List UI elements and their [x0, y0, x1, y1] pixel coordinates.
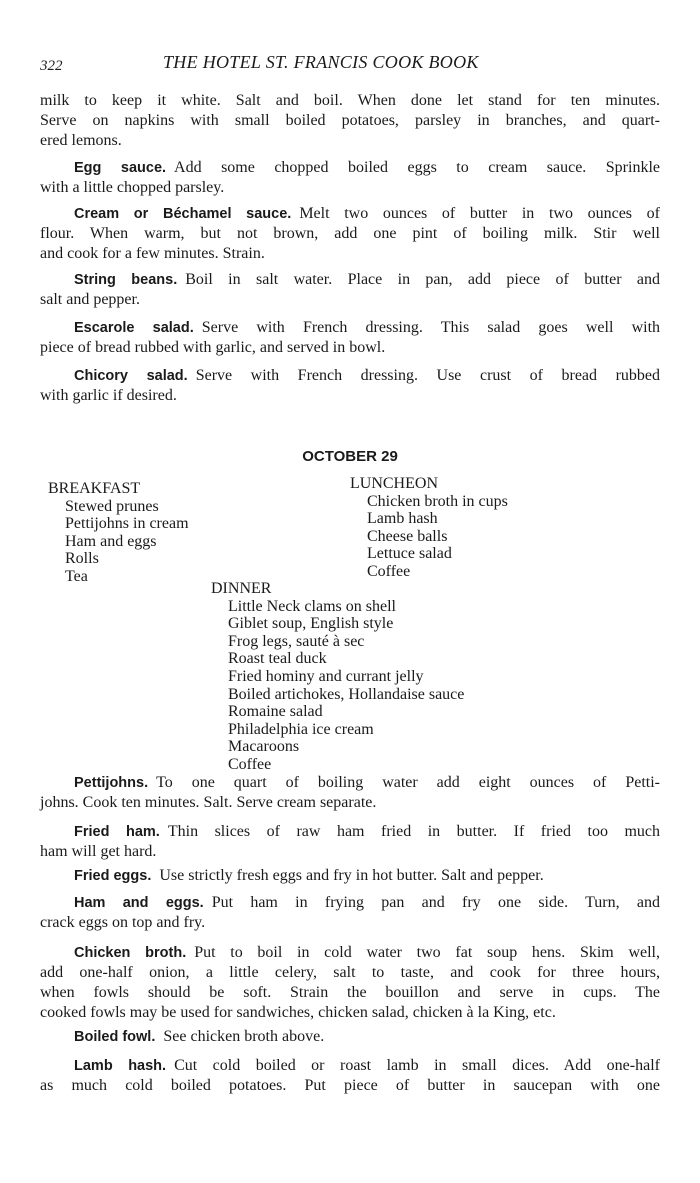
- menu-item: Cheese balls: [367, 527, 448, 545]
- menu-item: Stewed prunes: [65, 497, 159, 515]
- recipe-heading: Fried eggs.: [74, 868, 152, 884]
- text-line: Serve with French dressing. This salad goes well with: [201, 319, 661, 336]
- text-line: milk to keep it white. Salt and boil. When done let stand for ten minutes.: [40, 92, 660, 109]
- recipe-heading: Chicory salad.: [74, 368, 188, 384]
- text-line: Add some chopped boiled eggs to cream sauce. Sprinkle: [174, 159, 661, 176]
- text-line: piece of bread rubbed with garlic, and served in bowl.: [40, 339, 386, 356]
- text-line: Put to boil in cold water two fat soup hens. Skim well,: [194, 944, 660, 961]
- menu-item: Coffee: [228, 755, 272, 773]
- menu-item: Rolls: [65, 550, 99, 568]
- text-line: cooked fowls may be used for sandwiches, chicken salad, chicken à la King, etc.: [40, 1004, 556, 1021]
- recipe-heading: Egg sauce.: [74, 160, 167, 176]
- menu-title: BREAKFAST: [48, 480, 141, 497]
- text-line: johns. Cook ten minutes. Salt. Serve cream separate.: [40, 794, 377, 811]
- recipe-heading: String beans.: [74, 272, 178, 288]
- text-line: with garlic if desired.: [40, 387, 177, 404]
- menu-item: Boiled artichokes, Hollandaise sauce: [228, 685, 465, 703]
- menu-dinner: [211, 580, 464, 774]
- text-line: To one quart of boiling water add eight ounces of Petti-: [156, 774, 660, 791]
- menu-item: Philadelphia ice cream: [228, 720, 374, 738]
- menu-item: Chicken broth in cups: [367, 492, 508, 510]
- recipe-heading: Fried ham.: [74, 824, 160, 840]
- text-line: Serve on napkins with small boiled potatoes, parsley in branches, and quart-: [40, 112, 660, 129]
- paragraph: [40, 866, 660, 886]
- menu-item: Little Neck clams on shell: [228, 597, 396, 615]
- text-line: flour. When warm, but not brown, add one pint of boiling milk. Stir well: [40, 225, 660, 242]
- text-line: salt and pepper.: [40, 291, 140, 308]
- text-line: ham will get hard.: [40, 843, 157, 860]
- menu-item: Tea: [65, 567, 88, 585]
- text-line: Boil in salt water. Place in pan, add piece of butter and: [185, 271, 661, 288]
- recipe-heading: Cream or Béchamel sauce.: [74, 206, 292, 222]
- paragraph: [40, 158, 660, 198]
- menu-item: Frog legs, sauté à sec: [228, 632, 365, 650]
- text-line: ered lemons.: [40, 132, 122, 149]
- text-line: with a little chopped parsley.: [40, 179, 225, 196]
- recipe-heading: Pettijohns.: [74, 775, 149, 791]
- date-heading: OCTOBER 29: [302, 448, 398, 465]
- text-line: add one-half onion, a little celery, salt to taste, and cook for three hours,: [40, 964, 660, 981]
- text-line: as much cold boiled potatoes. Put piece of butter in saucepan with one: [40, 1077, 660, 1094]
- paragraph: [40, 1027, 660, 1047]
- menu-item: Fried hominy and currant jelly: [228, 667, 424, 685]
- menu-item: Coffee: [367, 562, 411, 580]
- paragraph: [40, 822, 660, 862]
- recipe-heading: Chicken broth.: [74, 945, 187, 961]
- menu-title: DINNER: [211, 580, 272, 597]
- recipe-heading: Ham and eggs.: [74, 895, 204, 911]
- text-line: See chicken broth above.: [163, 1028, 325, 1045]
- paragraph: [40, 270, 660, 310]
- text-line: Thin slices of raw ham fried in butter. If fried too much: [167, 823, 661, 840]
- text-line: Serve with French dressing. Use crust of bread rubbed: [195, 367, 661, 384]
- paragraph: [40, 943, 660, 1023]
- paragraph: [40, 91, 660, 151]
- menu-item: Macaroons: [228, 738, 300, 756]
- page-number: 322: [40, 58, 63, 74]
- paragraph: [40, 204, 660, 264]
- paragraph: [40, 893, 660, 933]
- text-line: when fowls should be soft. Strain the bouillon and serve in cups. The: [40, 984, 660, 1001]
- menu-luncheon: [350, 475, 508, 581]
- text-line: Use strictly fresh eggs and fry in hot butter. Salt and pepper.: [159, 867, 544, 884]
- menu-title: LUNCHEON: [350, 475, 438, 492]
- recipe-heading: Boiled fowl.: [74, 1029, 156, 1045]
- text-line: Put ham in frying pan and fry one side. Turn, and: [211, 894, 660, 911]
- text-line: and cook for a few minutes. Strain.: [40, 245, 265, 262]
- text-line: Cut cold boiled or roast lamb in small dices. Add one-half: [174, 1057, 660, 1074]
- paragraph: [40, 1056, 660, 1096]
- paragraph: [40, 366, 660, 406]
- recipe-heading: Escarole salad.: [74, 320, 194, 336]
- menu-item: Romaine salad: [228, 703, 323, 721]
- menu-item: Lettuce salad: [367, 545, 452, 563]
- menu-item: Giblet soup, English style: [228, 615, 394, 633]
- menu-item: Roast teal duck: [228, 650, 327, 668]
- menu-breakfast: [48, 480, 189, 586]
- paragraph: [40, 318, 660, 358]
- paragraph: [40, 773, 660, 813]
- menu-item: Pettijohns in cream: [65, 515, 189, 533]
- menu-item: Lamb hash: [367, 510, 438, 528]
- menu-item: Ham and eggs: [65, 532, 157, 550]
- recipe-heading: Lamb hash.: [74, 1058, 167, 1074]
- text-line: Melt two ounces of butter in two ounces of: [299, 205, 661, 222]
- running-head: THE HOTEL ST. FRANCIS COOK BOOK: [163, 52, 479, 72]
- text-line: crack eggs on top and fry.: [40, 914, 206, 931]
